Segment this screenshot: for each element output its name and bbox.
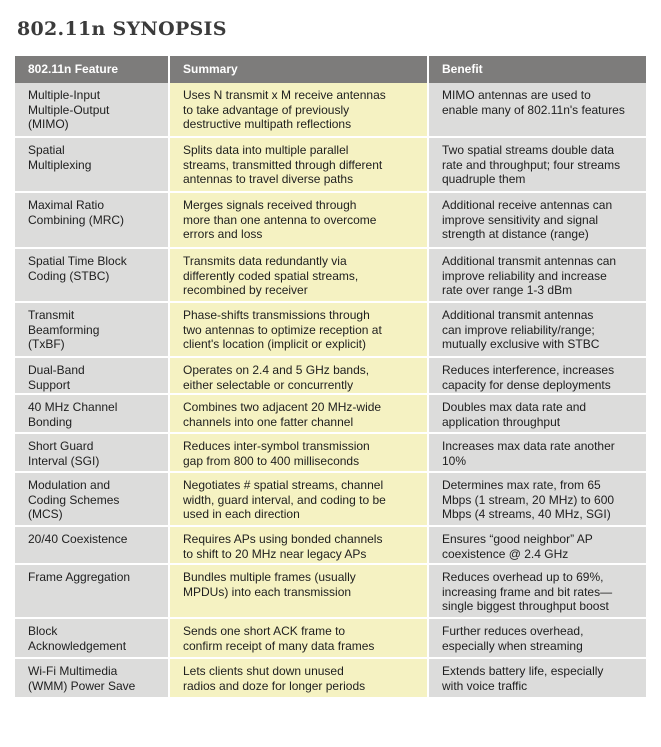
summary-text-line: gap from 800 to 400 milliseconds xyxy=(183,453,360,468)
benefit-text-line: single biggest throughput boost xyxy=(442,599,609,613)
feature-cell xyxy=(15,472,169,526)
table-row xyxy=(15,357,646,394)
feature-text-line: 40 MHz Channel xyxy=(28,400,118,414)
header-feature: 802.11n Feature xyxy=(15,56,169,83)
feature-text-line: Modulation and xyxy=(28,478,111,492)
feature-text-line: Block xyxy=(28,624,58,638)
benefit-text-line: especially when streaming xyxy=(442,638,583,653)
summary-text-line: confirm receipt of many data frames xyxy=(183,638,375,653)
summary-text-line: Splits data into multiple parallel xyxy=(183,143,349,157)
benefit-text-line: Increases max data rate another xyxy=(442,439,615,453)
benefit-cell xyxy=(428,137,646,192)
benefit-text-line: Mbps (4 streams, 40 MHz, SGI) xyxy=(442,507,611,521)
summary-text-line: to shift to 20 MHz near legacy APs xyxy=(183,546,367,561)
benefit-text-line: Additional receive antennas can xyxy=(442,198,613,212)
summary-text-line: radios and doze for longer periods xyxy=(183,678,366,693)
benefit-text-line: rate and throughput; four streams xyxy=(442,157,621,172)
feature-cell xyxy=(15,137,169,192)
summary-text-line: Merges signals received through xyxy=(183,198,357,212)
summary-text-line: two antennas to optimize reception at xyxy=(183,322,382,337)
feature-text-line: Interval (SGI) xyxy=(28,453,100,468)
table-row xyxy=(15,192,646,248)
benefit-cell xyxy=(428,192,646,248)
benefit-text-line: mutually exclusive with STBC xyxy=(442,337,600,351)
summary-cell xyxy=(169,618,428,658)
summary-text-line: either selectable or concurrently xyxy=(183,377,354,392)
benefit-cell xyxy=(428,472,646,526)
benefit-text-line: quadruple them xyxy=(442,172,526,186)
benefit-cell xyxy=(428,357,646,394)
summary-text-line: to take advantage of previously xyxy=(183,102,350,117)
summary-cell xyxy=(169,137,428,192)
feature-text-line: Bonding xyxy=(28,414,73,429)
summary-text-line: errors and loss xyxy=(183,227,263,241)
table-row xyxy=(15,394,646,433)
feature-cell xyxy=(15,526,169,564)
summary-cell xyxy=(169,83,428,137)
table-row xyxy=(15,137,646,192)
table-row xyxy=(15,83,646,137)
feature-text-line: Acknowledgement xyxy=(28,638,127,653)
feature-cell xyxy=(15,394,169,433)
benefit-text-line: enable many of 802.11n's features xyxy=(442,102,625,117)
table-row xyxy=(15,248,646,302)
synopsis-table xyxy=(15,56,646,699)
summary-cell xyxy=(169,302,428,357)
feature-text-line: (MIMO) xyxy=(28,117,69,131)
feature-text-line: Wi-Fi Multimedia xyxy=(28,664,118,678)
feature-text-line: Coding (STBC) xyxy=(28,268,110,283)
benefit-cell xyxy=(428,658,646,698)
summary-text-line: streams, transmitted through different xyxy=(183,157,383,172)
benefit-text-line: Doubles max data rate and xyxy=(442,400,587,414)
summary-text-line: Negotiates # spatial streams, channel xyxy=(183,478,384,492)
feature-text-line: Beamforming xyxy=(28,322,100,337)
feature-cell xyxy=(15,658,169,698)
feature-text-line: Transmit xyxy=(28,308,75,322)
feature-text-line: Multiple-Output xyxy=(28,102,110,117)
benefit-text-line: Determines max rate, from 65 xyxy=(442,478,601,492)
benefit-cell xyxy=(428,433,646,472)
benefit-text-line: Extends battery life, especially xyxy=(442,664,604,678)
summary-cell xyxy=(169,526,428,564)
table-row xyxy=(15,433,646,472)
feature-text-line: Combining (MRC) xyxy=(28,212,125,227)
benefit-text-line: strength at distance (range) xyxy=(442,227,589,241)
benefit-text-line: Ensures “good neighbor” AP xyxy=(442,532,593,546)
benefit-text-line: Reduces overhead up to 69%, xyxy=(442,570,604,584)
table-row xyxy=(15,472,646,526)
feature-cell xyxy=(15,357,169,394)
feature-text-line: Dual-Band xyxy=(28,363,85,377)
summary-text-line: Combines two adjacent 20 MHz-wide xyxy=(183,400,382,414)
feature-text-line: Support xyxy=(28,377,71,392)
feature-text-line: (WMM) Power Save xyxy=(28,678,136,693)
feature-cell xyxy=(15,433,169,472)
table-body xyxy=(15,83,646,698)
summary-text-line: more than one antenna to overcome xyxy=(183,212,377,227)
benefit-text-line: MIMO antennas are used to xyxy=(442,88,591,102)
feature-text-line: Maximal Ratio xyxy=(28,198,105,212)
table-row xyxy=(15,302,646,357)
benefit-cell xyxy=(428,394,646,433)
feature-text-line: (MCS) xyxy=(28,507,63,521)
summary-text-line: destructive multipath reflections xyxy=(183,117,352,131)
benefit-text-line: can improve reliability/range; xyxy=(442,322,595,337)
benefit-cell xyxy=(428,248,646,302)
summary-text-line: Requires APs using bonded channels xyxy=(183,532,383,546)
header-benefit: Benefit xyxy=(428,56,646,83)
feature-cell xyxy=(15,83,169,137)
benefit-text-line: improve reliability and increase xyxy=(442,268,607,283)
page-title: 802.11n SYNOPSIS xyxy=(17,18,227,40)
benefit-text-line: coexistence @ 2.4 GHz xyxy=(442,546,569,561)
benefit-cell xyxy=(428,618,646,658)
benefit-text-line: Two spatial streams double data xyxy=(442,143,615,157)
table-header xyxy=(15,56,646,83)
benefit-text-line: Additional transmit antennas xyxy=(442,308,594,322)
feature-text-line: Spatial xyxy=(28,143,65,157)
benefit-text-line: with voice traffic xyxy=(442,678,528,693)
benefit-text-line: increasing frame and bit rates— xyxy=(442,584,613,599)
summary-text-line: Lets clients shut down unused xyxy=(183,664,344,678)
table-row xyxy=(15,526,646,564)
benefit-text-line: Reduces interference, increases xyxy=(442,363,615,377)
benefit-cell xyxy=(428,302,646,357)
summary-text-line: client's location (implicit or explicit) xyxy=(183,337,367,351)
summary-text-line: Operates on 2.4 and 5 GHz bands, xyxy=(183,363,370,377)
summary-cell xyxy=(169,357,428,394)
benefit-cell xyxy=(428,83,646,137)
benefit-cell xyxy=(428,564,646,618)
table-row xyxy=(15,564,646,618)
feature-cell xyxy=(15,192,169,248)
summary-text-line: Bundles multiple frames (usually xyxy=(183,570,356,584)
feature-cell xyxy=(15,564,169,618)
summary-cell xyxy=(169,433,428,472)
summary-cell xyxy=(169,658,428,698)
feature-text-line: Multiple-Input xyxy=(28,88,101,102)
feature-text-line: (TxBF) xyxy=(28,337,65,351)
feature-text-line: Coding Schemes xyxy=(28,492,120,507)
feature-cell xyxy=(15,302,169,357)
summary-cell xyxy=(169,564,428,618)
table-row xyxy=(15,658,646,698)
benefit-text-line: capacity for dense deployments xyxy=(442,377,611,392)
summary-text-line: differently coded spatial streams, xyxy=(183,268,359,283)
summary-text-line: Transmits data redundantly via xyxy=(183,254,347,268)
summary-text-line: used in each direction xyxy=(183,507,300,521)
benefit-cell xyxy=(428,526,646,564)
summary-cell xyxy=(169,394,428,433)
feature-cell xyxy=(15,618,169,658)
feature-text-line: Multiplexing xyxy=(28,157,92,172)
header-summary: Summary xyxy=(169,56,428,83)
summary-text-line: Reduces inter-symbol transmission xyxy=(183,439,370,453)
summary-text-line: recombined by receiver xyxy=(183,283,308,297)
benefit-text-line: improve sensitivity and signal xyxy=(442,212,599,227)
benefit-text-line: application throughput xyxy=(442,414,561,429)
feature-text-line: Short Guard xyxy=(28,439,94,453)
table-row xyxy=(15,618,646,658)
benefit-text-line: rate over range 1-3 dBm xyxy=(442,283,573,297)
feature-cell xyxy=(15,248,169,302)
benefit-text-line: Further reduces overhead, xyxy=(442,624,584,638)
header-row xyxy=(15,56,646,83)
benefit-text-line: Mbps (1 stream, 20 MHz) to 600 xyxy=(442,492,615,507)
summary-text-line: width, guard interval, and coding to be xyxy=(183,492,386,507)
summary-cell xyxy=(169,472,428,526)
summary-text-line: MPDUs) into each transmission xyxy=(183,584,352,599)
summary-text-line: Uses N transmit x M receive antennas xyxy=(183,88,386,102)
feature-text-line: Frame Aggregation xyxy=(28,570,131,584)
summary-cell xyxy=(169,248,428,302)
benefit-text-line: 10% xyxy=(442,453,467,468)
summary-text-line: channels into one fatter channel xyxy=(183,414,354,429)
summary-text-line: antennas to travel diverse paths xyxy=(183,172,354,186)
summary-text-line: Phase-shifts transmissions through xyxy=(183,308,370,322)
summary-text-line: Sends one short ACK frame to xyxy=(183,624,346,638)
feature-text-line: 20/40 Coexistence xyxy=(28,532,128,546)
benefit-text-line: Additional transmit antennas can xyxy=(442,254,617,268)
summary-cell xyxy=(169,192,428,248)
feature-text-line: Spatial Time Block xyxy=(28,254,127,268)
